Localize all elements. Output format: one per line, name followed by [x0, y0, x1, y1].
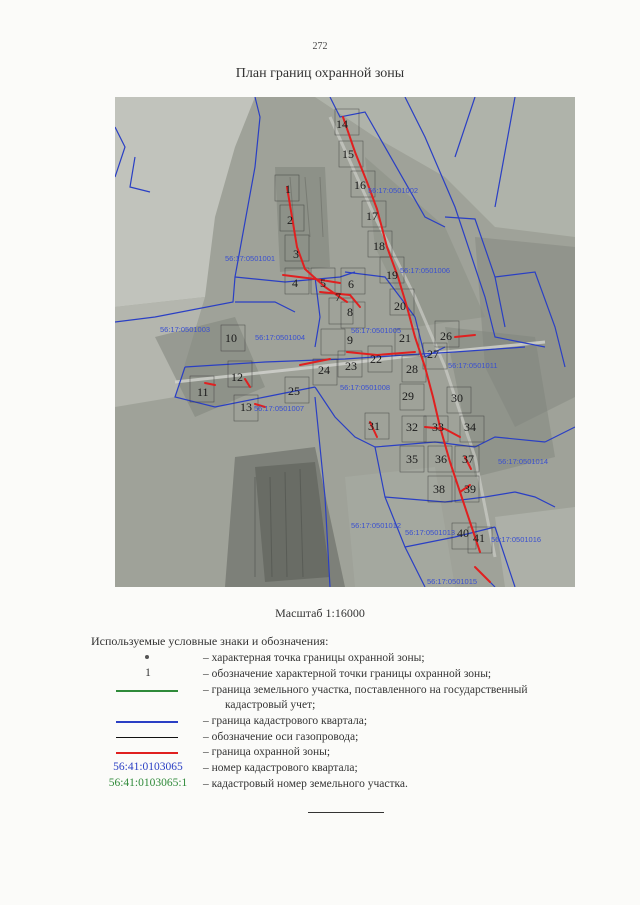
quarter-number-sample: 56:41:0103065: [113, 761, 183, 773]
page-number: 272: [312, 41, 328, 52]
sheet-number: 18: [373, 239, 385, 253]
legend-item-point-label: [0, 667, 640, 683]
dot-icon: [145, 655, 149, 659]
quarter-label: 56:17:0501004: [255, 333, 306, 342]
scale-label: Масштаб 1:16000: [275, 606, 365, 620]
legend-text: – граница кадастрового квартала;: [203, 715, 368, 727]
legend-text: кадастровый учет;: [225, 699, 316, 711]
quarter-label: 56:17:0501013: [405, 528, 456, 537]
sheet-number: 6: [348, 277, 354, 291]
sheet-number: 23: [345, 359, 357, 373]
sheet-number: 29: [402, 389, 414, 403]
blue-line-symbol: [102, 714, 194, 730]
quarter-label: 56:17:0501008: [340, 383, 391, 392]
legend-item-boundary-point: [0, 651, 640, 667]
quarter-label: 56:17:0501003: [160, 325, 211, 334]
black-line-icon: [116, 737, 178, 738]
sheet-number: 25: [288, 384, 300, 398]
legend-item-cadastral-number: [0, 777, 640, 793]
legend-text: – номер кадастрового квартала;: [203, 762, 358, 774]
sheet-number: 40: [457, 526, 469, 540]
sheet-number: 2: [287, 213, 293, 227]
sheet-number: 37: [462, 452, 474, 466]
legend-text: – кадастровый номер земельного участка.: [203, 778, 408, 790]
sheet-number: 10: [225, 331, 237, 345]
sheet-number: 5: [320, 276, 326, 290]
sheet-number: 35: [406, 452, 418, 466]
sheet-number: 33: [432, 420, 444, 434]
green-line-icon: [116, 690, 178, 692]
sheet-number: 13: [240, 400, 252, 414]
sheet-number: 38: [433, 482, 445, 496]
red-line-symbol: [102, 745, 194, 761]
sheet-number: 26: [440, 329, 452, 343]
green-line-symbol: [102, 683, 194, 699]
protection-zone-map: [115, 97, 575, 587]
cadastral-number-symbol: [102, 777, 194, 793]
sheet-number: 20: [394, 299, 406, 313]
legend-item-land-plot-boundary: [0, 683, 640, 699]
bottom-divider: [308, 812, 384, 813]
sheet-number: 41: [473, 531, 485, 545]
legend-text: – обозначение характерной точки границы охранной зоны;: [203, 668, 492, 680]
sheet-number: 39: [464, 482, 476, 496]
sheet-number: 24: [318, 363, 330, 377]
legend-item-quarter-number: [0, 761, 640, 777]
quarter-label: 56:17:0501015: [427, 577, 478, 586]
quarter-label: 56:17:0501001: [225, 254, 276, 263]
sheet-number: 15: [342, 147, 354, 161]
sheet-number: 14: [336, 117, 348, 131]
legend-text: – характерная точка границы охранной зоны;: [203, 652, 425, 664]
red-line-icon: [116, 752, 178, 754]
sheet-number: 31: [368, 419, 380, 433]
sheet-number: 1: [285, 182, 291, 196]
cadastral-number-sample: 56:41:0103065:1: [108, 777, 188, 789]
quarter-number-symbol: [102, 761, 194, 777]
sheet-number: 19: [386, 268, 398, 282]
point-number-sample: 1: [145, 667, 151, 679]
page-title: План границ охранной зоны: [235, 66, 405, 81]
black-line-symbol: [102, 730, 194, 746]
sheet-number: 8: [347, 305, 353, 319]
sheet-number: 28: [406, 362, 418, 376]
legend-text: – граница земельного участка, поставленного на государственный: [203, 684, 528, 696]
sheet-number: 16: [354, 178, 366, 192]
sheet-number: 7: [335, 290, 341, 304]
sheet-number: 4: [292, 276, 298, 290]
quarter-label: 56:17:0501016: [491, 535, 542, 544]
quarter-label: 56:17:0501011: [448, 361, 498, 370]
sheet-number: 30: [451, 391, 463, 405]
sheet-number: 32: [406, 420, 418, 434]
quarter-label: 56:17:0501007: [254, 404, 305, 413]
sheet-number: 22: [370, 352, 382, 366]
sheet-number: 36: [435, 452, 447, 466]
sheet-number: 9: [347, 333, 353, 347]
legend-item-land-plot-boundary-cont: [0, 698, 640, 714]
legend-text: – граница охранной зоны;: [203, 746, 331, 758]
sheet-number: 17: [366, 209, 378, 223]
quarter-label: 56:17:0501012: [351, 521, 402, 530]
blue-line-icon: [116, 721, 178, 723]
boundary-point-symbol: [102, 651, 194, 667]
quarter-label: 56:17:0501005: [351, 326, 402, 335]
sheet-number: 3: [293, 247, 299, 261]
legend-item-quarter-boundary: [0, 714, 640, 730]
sheet-number: 12: [231, 370, 243, 384]
quarter-label: 56:17:0501014: [498, 457, 549, 466]
sheet-number: 27: [427, 347, 439, 361]
legend-text: – обозначение оси газопровода;: [203, 731, 359, 743]
legend-heading: Используемые условные знаки и обозначения:: [91, 634, 329, 648]
sheet-number: 21: [399, 331, 411, 345]
quarter-label: 56:17:0501006: [400, 266, 451, 275]
legend-item-protection-zone: [0, 745, 640, 761]
quarter-label: 56:17:0501002: [368, 186, 419, 195]
legend-item-pipeline-axis: [0, 730, 640, 746]
sheet-number: 34: [464, 420, 476, 434]
point-label-symbol: [102, 667, 194, 683]
sheet-number: 11: [197, 385, 209, 399]
